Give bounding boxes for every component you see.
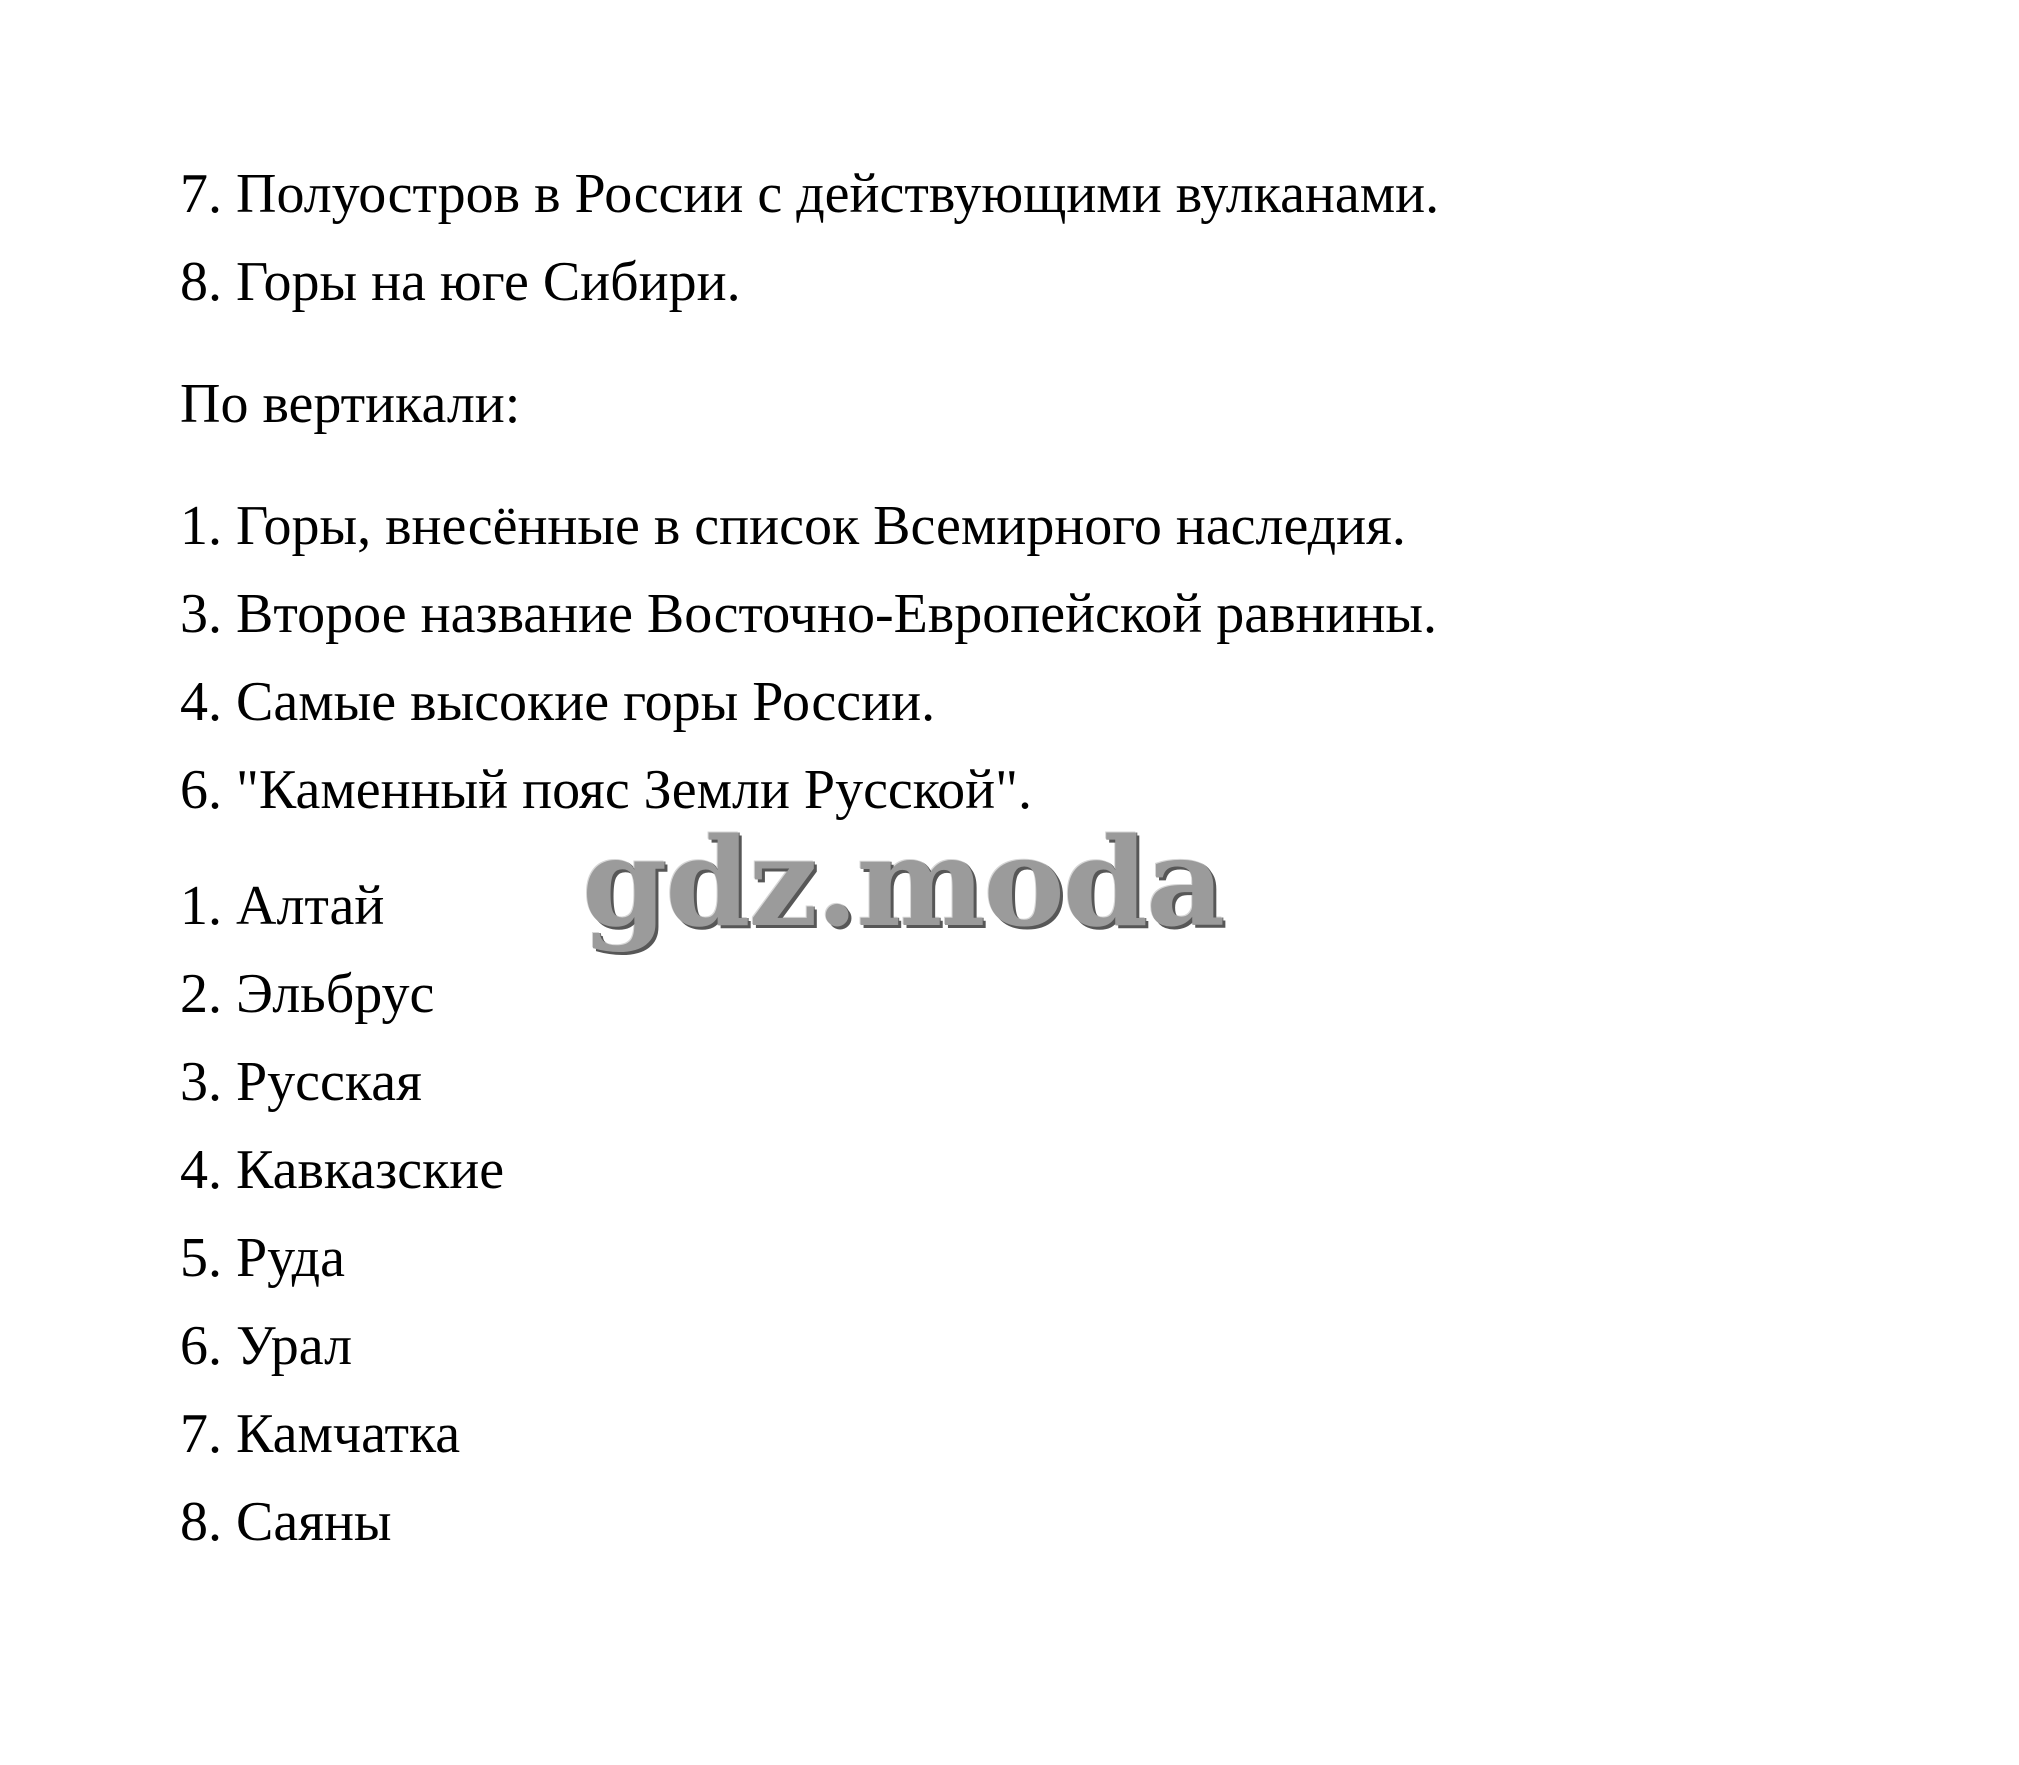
answer-8: 8. Саяны [180, 1491, 392, 1553]
answer-5: 5. Руда [180, 1227, 345, 1289]
answer-1: 1. Алтай [180, 875, 385, 937]
clue-vertical-4: 4. Самые высокие горы России. [180, 671, 936, 733]
answer-3: 3. Русская [180, 1051, 422, 1113]
answer-4: 4. Кавказские [180, 1139, 505, 1201]
answer-6: 6. Урал [180, 1315, 353, 1377]
watermark-logo: gdz.moda [582, 810, 1224, 954]
clue-horizontal-8: 8. Горы на юге Сибири. [180, 251, 741, 313]
clue-horizontal-7: 7. Полуостров в России с действующими вулканами. [180, 163, 1440, 225]
vertical-heading: По вертикали: [180, 373, 521, 435]
answer-7: 7. Камчатка [180, 1403, 461, 1465]
clue-vertical-3: 3. Второе название Восточно-Европейской равнины. [180, 583, 1438, 645]
clue-vertical-6: 6. "Каменный пояс Земли Русской". [180, 759, 1032, 821]
clue-vertical-1: 1. Горы, внесённые в список Всемирного наследия. [180, 495, 1406, 557]
answer-2: 2. Эльбрус [180, 963, 435, 1025]
